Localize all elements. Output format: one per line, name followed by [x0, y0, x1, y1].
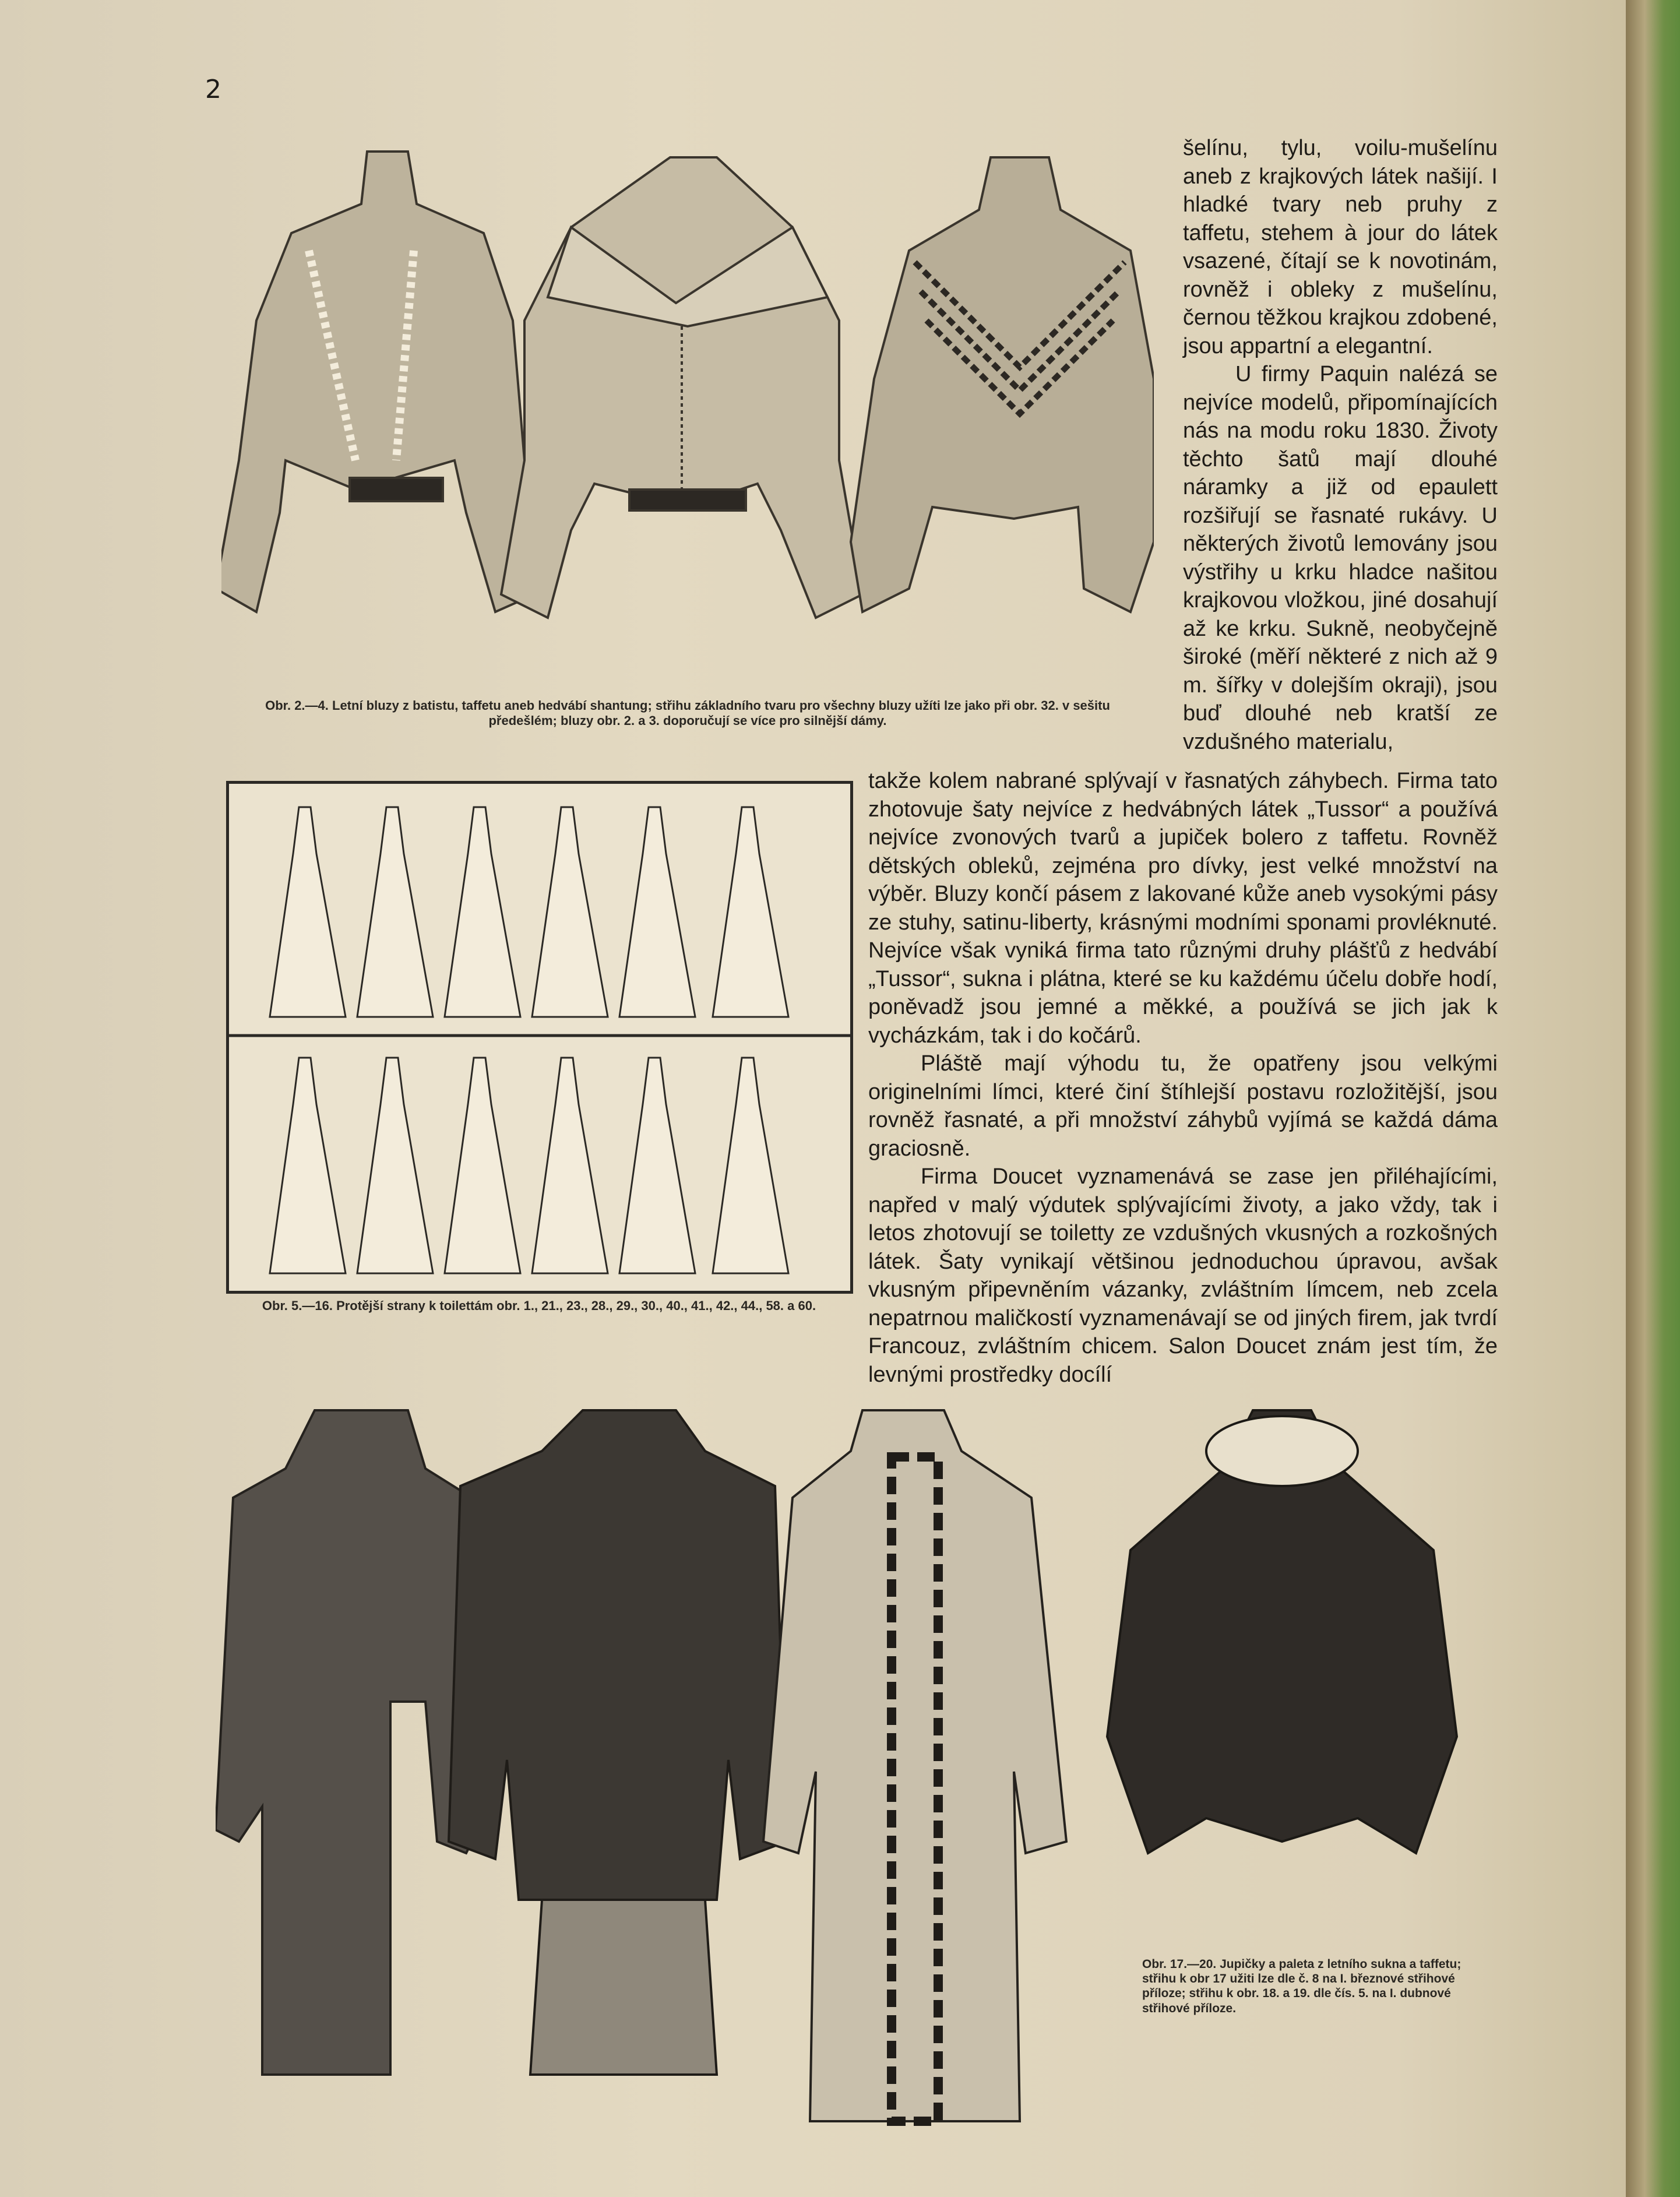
jackets-illustration [216, 1399, 1498, 2133]
figure-caption-5-16: Obr. 5.—16. Protější strany k toilettám obr. 1., 21., 23., 28., 29., 30., 40., 41., 42., 44., 58. a 60. [262, 1298, 816, 1313]
cape-figure [1107, 1410, 1457, 1853]
blouse-figure [501, 157, 862, 618]
paragraph: šelínu, tylu, voilu-mušelínu aneb z krajkových látek našijí. I hladké tvary neb pruhy z taffetu, stehem à jour do látek vsazené, čítají se k novotinám, rovněž i obleky z mušelínu, černou těžkou krajkou zdobené, jsou appartní a elegantní. [1183, 136, 1498, 358]
paragraph: Firma Doucet vyznamenává se zase jen přiléhajícími, napřed v malý výdutek splývajícími životy, a jako vždy, tak i letos zhotovují se toiletty ze vzdušných vkusných a rozkošných látek. Šaty vynikají většinou jednoduchou úpravou, avšak vkusným připevněním vázanky, zvláštním límcem, neb zcela nepatrnou maličkostí vyznamenávají se od jiných firem, jak tvrdí Francouz, zvláštním chicem. Salon Doucet znám jest tím, že levnými prostředky docílí [868, 1164, 1498, 1387]
jacket-figure [449, 1410, 787, 2075]
blouses-illustration [221, 134, 1154, 647]
paragraph: U firmy Paquin nalézá se nejvíce modelů, připomínajících nás na modu roku 1830. Životy těchto šatů mají dlouhé náramky a již od epaulett rozšiřují se řasnaté rukávy. U některých životů lemovány jsou výstřihy u krku hladce našitou krajkovou vložkou, jiné dosahují až ke krku. Sukně, neobyčejně široké (měří některé z nich až 9 m. šířky v dolejším okraji), jsou buď dlouhé neb kratší ze vzdušného materialu, [1183, 362, 1498, 754]
blouse-figure [851, 157, 1154, 612]
text-column-right [1183, 134, 1498, 756]
page-number: 2 [205, 75, 221, 104]
text-column-wide [868, 767, 1498, 1389]
coat-figure [763, 1410, 1066, 2121]
paragraph: Pláště mají výhodu tu, že opatřeny jsou velkými originelními límci, které činí štíhlejší postavu rozložitější, jsou rovněž řasnaté, a při množství záhybů vyjímá se každá dáma graciosně. [868, 1051, 1498, 1161]
blouse-figure [221, 152, 548, 612]
gowns-plate [226, 781, 853, 1294]
paragraph: takže kolem nabrané splývají v řasnatých záhybech. Firma tato zhotovuje šaty nejvíce z hedvábných látek „Tussor“ a používá nejvíce zvonových tvarů a jupiček bolero z taffetu. Rovněž dětských obleků, zejména pro dívky, jest velké množství na výběr. Bluzy končí pásem z lakované kůže aneb vysokými pásy ze stuhy, satinu-liberty, krásnými modními sponami provléknuté. Nejvíce však vyniká firma tato různými druhy plášťů z hedvábí „Tussor“, sukna i plátna, které se ku každému účelu dobře hodí, poněvadž jsou jemné a měkké, a používá se jich jak k vycházkám, tak i do kočárů. [868, 769, 1498, 1048]
figure-caption-17-20: Obr. 17.—20. Jupičky a paleta z letního sukna a taffetu; střihu k obr 17 užiti lze dle č. 8 na I. březnové střihové příloze; střihu k obr. 18. a 19. dle čís. 5. na I. dubnové střihové příloze. [1142, 1957, 1461, 2015]
jacket-figure [216, 1410, 489, 2075]
figure-caption-2-4: Obr. 2.—4. Letní bluzy z batistu, taffetu aneb hedvábí shantung; střihu základního tvaru pro všechny bluzy užíti lze jako při obr. 32. v sešitu předešlém; bluzy obr. 2. a 3. doporučují se více pro silnější dámy. [265, 698, 1110, 728]
book-binding [1626, 0, 1680, 2197]
